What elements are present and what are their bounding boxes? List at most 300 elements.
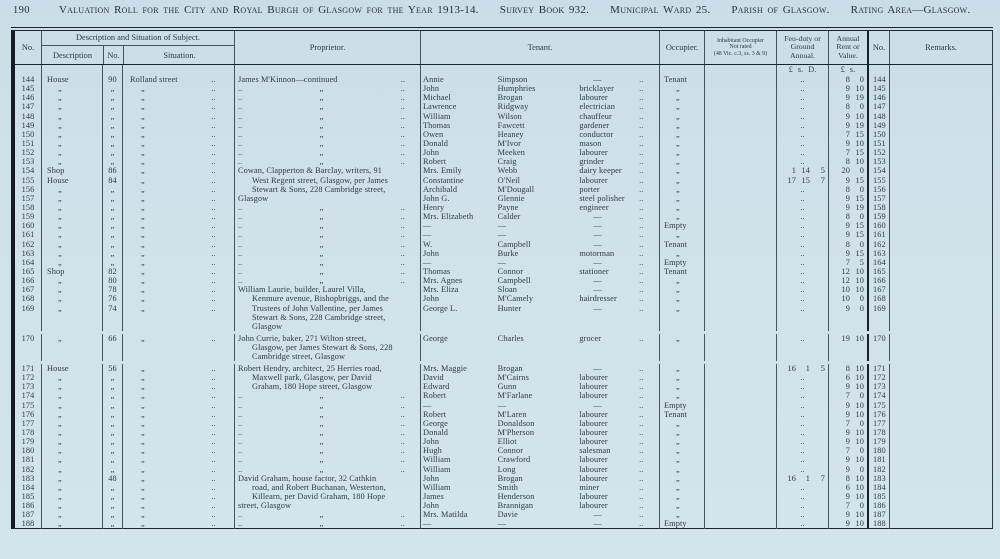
dot-leader: .. bbox=[639, 446, 644, 456]
tenant-forename: John bbox=[423, 248, 440, 258]
cell-row-number-right: 184 bbox=[867, 483, 889, 492]
dot-leader: .. bbox=[211, 138, 216, 148]
cell-occupier: „ bbox=[659, 203, 704, 212]
table-row bbox=[15, 501, 992, 510]
cell-situation bbox=[122, 410, 234, 419]
cell-description: „ bbox=[41, 285, 102, 294]
tenant-surname: Charles bbox=[497, 333, 524, 343]
tenant-surname bbox=[498, 352, 580, 361]
dot-leader: .. bbox=[238, 519, 243, 529]
dot-leader: .. bbox=[211, 409, 216, 419]
cell-row-number-right: 175 bbox=[867, 401, 889, 410]
cell-tenant bbox=[420, 364, 659, 373]
column-header-no-right: No. bbox=[867, 31, 889, 64]
cell-tenant bbox=[420, 428, 659, 437]
situation-text: „ bbox=[141, 400, 145, 410]
cell-tenant bbox=[420, 249, 659, 258]
cell-row-number bbox=[15, 313, 41, 322]
cell-rent bbox=[828, 382, 867, 391]
cell-inhabitant-occupier bbox=[704, 474, 776, 483]
tenant-occupation: grocer bbox=[579, 333, 602, 343]
cell-rent bbox=[828, 285, 867, 294]
cell-situation bbox=[122, 352, 234, 361]
cell-inhabitant-occupier bbox=[704, 285, 776, 294]
cell-situation bbox=[122, 102, 234, 111]
cell-tenant bbox=[420, 203, 659, 212]
dot-leader: .. bbox=[400, 102, 405, 112]
dot-leader: .. bbox=[800, 184, 805, 194]
cell-proprietor bbox=[234, 194, 420, 203]
proprietor-text: Maxwell park, Glasgow, per David bbox=[252, 373, 372, 383]
cell-rent bbox=[828, 352, 867, 361]
column-header-proprietor: Proprietor. bbox=[234, 31, 420, 64]
rent-pounds: 8 bbox=[845, 473, 850, 483]
cell-tenant bbox=[420, 84, 659, 93]
survey-book-label: Survey Book 932. bbox=[499, 4, 590, 16]
tenant-surname: — bbox=[497, 257, 507, 267]
cell-situation bbox=[122, 343, 234, 352]
ditto-mark: „ bbox=[319, 120, 324, 130]
dot-leader: .. bbox=[238, 111, 243, 121]
situation-text: „ bbox=[141, 446, 145, 456]
cell-tenant bbox=[420, 437, 659, 446]
dot-leader: .. bbox=[639, 184, 644, 194]
ditto-mark: „ bbox=[319, 446, 324, 456]
cell-row-number-right bbox=[867, 352, 889, 361]
dot-leader: .. bbox=[238, 510, 243, 520]
cell-row-number: 161 bbox=[21, 230, 35, 240]
cell-street-number: „ bbox=[102, 391, 122, 400]
cell-rent bbox=[828, 221, 867, 230]
tenant-occupation: labourer bbox=[579, 373, 608, 383]
dot-leader: .. bbox=[211, 519, 216, 529]
cell-street-number: „ bbox=[102, 428, 122, 437]
ditto-mark: „ bbox=[319, 409, 324, 419]
ditto-mark: „ bbox=[319, 455, 324, 465]
cell-feu-duty bbox=[776, 334, 828, 343]
proprietor-text: Killearn, per David Graham, 180 Hope bbox=[252, 491, 386, 501]
ditto-mark: „ bbox=[319, 464, 324, 474]
cell-street-number bbox=[102, 322, 122, 331]
tenant-occupation bbox=[579, 322, 636, 331]
rent-pounds: 9 bbox=[845, 491, 850, 501]
cell-tenant bbox=[420, 334, 659, 343]
rent-pounds: 6 bbox=[845, 373, 850, 383]
rent-pounds: 9 bbox=[845, 93, 850, 103]
dot-leader: .. bbox=[639, 276, 644, 286]
cell-situation bbox=[122, 258, 234, 267]
tenant-surname: M'Cairns bbox=[497, 373, 530, 383]
cell-rent bbox=[828, 465, 867, 474]
cell-feu-duty bbox=[776, 382, 828, 391]
cell-row-number-right: 154 bbox=[867, 166, 889, 175]
table-row bbox=[15, 519, 992, 528]
cell-feu-duty bbox=[776, 176, 828, 185]
cell-remarks bbox=[889, 166, 992, 175]
cell-row-number: 165 bbox=[21, 266, 35, 276]
table-row bbox=[15, 410, 992, 419]
ditto-mark: „ bbox=[319, 519, 324, 529]
tenant-occupation: — bbox=[593, 221, 602, 231]
cell-rent bbox=[828, 102, 867, 111]
proprietor-text: West Regent street, Glasgow, per James bbox=[252, 175, 388, 185]
tenant-forename: John bbox=[423, 473, 440, 483]
dot-leader: .. bbox=[238, 427, 243, 437]
tenant-forename: — bbox=[423, 230, 432, 240]
cell-situation bbox=[122, 267, 234, 276]
cell-rent bbox=[828, 428, 867, 437]
cell-row-number-right: 158 bbox=[867, 203, 889, 212]
cell-occupier: „ bbox=[659, 285, 704, 294]
cell-rent bbox=[828, 501, 867, 510]
cell-street-number: 80 bbox=[102, 276, 122, 285]
rent-pounds: 7 bbox=[845, 501, 850, 511]
tenant-occupation: labourer bbox=[579, 175, 608, 185]
cell-rent bbox=[828, 130, 867, 139]
rent-shillings: 0 bbox=[859, 294, 864, 304]
cell-street-number bbox=[102, 352, 122, 361]
cell-inhabitant-occupier bbox=[704, 230, 776, 239]
cell-feu-duty bbox=[776, 352, 828, 361]
situation-text: „ bbox=[141, 285, 145, 295]
column-header-description: Description bbox=[52, 50, 93, 60]
cell-description: „ bbox=[41, 240, 102, 249]
cell-inhabitant-occupier bbox=[704, 148, 776, 157]
rent-shillings: 0 bbox=[859, 184, 864, 194]
cell-situation bbox=[122, 194, 234, 203]
cell-row-number-right: 179 bbox=[867, 437, 889, 446]
dot-leader: .. bbox=[400, 157, 405, 167]
situation-text: „ bbox=[141, 111, 145, 121]
tenant-forename: Mrs. Emily bbox=[423, 166, 462, 176]
tenant-surname: Payne bbox=[497, 202, 519, 212]
dot-leader: .. bbox=[800, 84, 805, 94]
dot-leader: .. bbox=[238, 418, 243, 428]
dot-leader: .. bbox=[639, 455, 644, 465]
tenant-occupation: labourer bbox=[579, 382, 608, 392]
dot-leader: .. bbox=[639, 363, 644, 373]
tenant-surname: Ridgway bbox=[497, 102, 529, 112]
cell-street-number: „ bbox=[102, 410, 122, 419]
situation-text bbox=[123, 352, 211, 361]
cell-occupier: „ bbox=[659, 176, 704, 185]
situation-text: „ bbox=[141, 464, 145, 474]
cell-inhabitant-occupier bbox=[704, 276, 776, 285]
tenant-surname: Craig bbox=[497, 157, 517, 167]
cell-row-number: 147 bbox=[21, 102, 35, 112]
situation-text: „ bbox=[141, 382, 145, 392]
table-row bbox=[15, 176, 992, 185]
rent-pounds: 8 bbox=[845, 157, 850, 167]
proprietor-text: Glasgow, per James Stewart & Sons, 228 bbox=[252, 342, 393, 352]
dot-leader: .. bbox=[800, 464, 805, 474]
cell-tenant bbox=[420, 322, 659, 331]
cell-situation bbox=[122, 304, 234, 313]
cell-rent bbox=[828, 313, 867, 322]
dot-leader bbox=[211, 352, 234, 361]
dot-leader: .. bbox=[800, 239, 805, 249]
dot-leader: .. bbox=[800, 409, 805, 419]
dot-leader: .. bbox=[400, 510, 405, 520]
tenant-forename: Archibald bbox=[423, 184, 458, 194]
cell-situation bbox=[122, 483, 234, 492]
rent-shillings: 0 bbox=[859, 464, 864, 474]
tenant-occupation: labourer bbox=[579, 418, 608, 428]
cell-proprietor bbox=[234, 492, 420, 501]
dot-leader: .. bbox=[211, 391, 216, 401]
cell-feu-duty bbox=[776, 249, 828, 258]
cell-rent bbox=[828, 492, 867, 501]
table-row bbox=[15, 267, 992, 276]
dot-leader: .. bbox=[211, 84, 216, 94]
dot-leader: .. bbox=[211, 129, 216, 139]
tenant-forename: William bbox=[423, 482, 451, 492]
tenant-occupation: labourer bbox=[579, 464, 608, 474]
dot-leader: .. bbox=[238, 102, 243, 112]
table-row bbox=[15, 428, 992, 437]
dot-leader: .. bbox=[800, 510, 805, 520]
cell-description: „ bbox=[41, 510, 102, 519]
dot-leader: .. bbox=[400, 519, 405, 529]
cell-row-number-right: 177 bbox=[867, 419, 889, 428]
cell-proprietor bbox=[234, 258, 420, 267]
cell-row-number: 153 bbox=[21, 157, 35, 167]
cell-street-number: „ bbox=[102, 212, 122, 221]
dot-leader: .. bbox=[639, 120, 644, 130]
rent-pounds: 9 bbox=[845, 138, 850, 148]
situation-text: „ bbox=[141, 409, 145, 419]
cell-inhabitant-occupier bbox=[704, 75, 776, 84]
cell-proprietor bbox=[234, 249, 420, 258]
cell-occupier: „ bbox=[659, 483, 704, 492]
dot-leader: .. bbox=[639, 221, 644, 231]
tenant-surname: M'Farlane bbox=[497, 391, 533, 401]
cell-situation bbox=[122, 465, 234, 474]
tenant-surname: M'Camely bbox=[497, 294, 534, 304]
cell-occupier: Tenant bbox=[659, 75, 704, 84]
dot-leader: .. bbox=[800, 501, 805, 511]
cell-remarks bbox=[889, 75, 992, 84]
dot-leader: .. bbox=[800, 102, 805, 112]
parish-label: Parish of Glasgow. bbox=[731, 4, 830, 16]
table-row bbox=[15, 510, 992, 519]
cell-inhabitant-occupier bbox=[704, 334, 776, 343]
cell-description bbox=[41, 313, 102, 322]
dot-leader bbox=[211, 343, 234, 352]
ditto-mark: „ bbox=[319, 400, 324, 410]
tenant-occupation bbox=[579, 313, 636, 322]
rent-shillings: 10 bbox=[855, 491, 864, 501]
cell-description: „ bbox=[41, 446, 102, 455]
cell-row-number-right: 181 bbox=[867, 455, 889, 464]
tenant-occupation: — bbox=[593, 285, 602, 295]
tenant-surname: Hunter bbox=[497, 303, 522, 313]
cell-street-number bbox=[102, 65, 122, 75]
dot-leader: .. bbox=[639, 501, 644, 511]
dot-leader: .. bbox=[800, 333, 805, 343]
cell-tenant bbox=[420, 93, 659, 102]
dot-leader: .. bbox=[211, 303, 216, 313]
cell-feu-duty bbox=[776, 364, 828, 373]
rating-area-label: Rating Area—Glasgow. bbox=[850, 4, 971, 16]
ditto-mark: „ bbox=[319, 157, 324, 167]
cell-situation bbox=[122, 501, 234, 510]
dot-leader: .. bbox=[800, 391, 805, 401]
dot-leader: .. bbox=[238, 437, 243, 447]
dot-leader: .. bbox=[400, 464, 405, 474]
cell-tenant bbox=[420, 267, 659, 276]
cell-situation bbox=[122, 492, 234, 501]
cell-tenant bbox=[420, 304, 659, 313]
cell-inhabitant-occupier bbox=[704, 352, 776, 361]
dot-leader: .. bbox=[400, 437, 405, 447]
cell-inhabitant-occupier bbox=[704, 313, 776, 322]
cell-inhabitant-occupier bbox=[704, 501, 776, 510]
cell-proprietor bbox=[234, 121, 420, 130]
dot-leader: .. bbox=[238, 93, 243, 103]
cell-row-number: 149 bbox=[21, 120, 35, 130]
column-group-subheaders bbox=[42, 46, 234, 64]
situation-text: „ bbox=[141, 184, 145, 194]
cell-occupier: „ bbox=[659, 185, 704, 194]
cell-inhabitant-occupier bbox=[704, 510, 776, 519]
cell-occupier: „ bbox=[659, 276, 704, 285]
ditto-mark: „ bbox=[319, 111, 324, 121]
rent-shillings: 0 bbox=[859, 102, 864, 112]
cell-situation bbox=[122, 455, 234, 464]
dot-leader: .. bbox=[639, 148, 644, 158]
dot-leader: .. bbox=[400, 266, 405, 276]
cell-occupier bbox=[659, 343, 704, 352]
column-header-inhabitant-occupier bbox=[704, 31, 776, 64]
cell-remarks bbox=[889, 519, 992, 528]
tenant-surname bbox=[498, 322, 580, 331]
situation-text: „ bbox=[141, 212, 145, 222]
cell-tenant bbox=[420, 121, 659, 130]
cell-proprietor bbox=[234, 212, 420, 221]
dot-leader: .. bbox=[800, 285, 805, 295]
cell-inhabitant-occupier bbox=[704, 249, 776, 258]
tenant-occupation: labourer bbox=[579, 437, 608, 447]
cell-proprietor bbox=[234, 102, 420, 111]
cell-row-number bbox=[15, 343, 41, 352]
dot-leader: .. bbox=[211, 221, 216, 231]
dot-leader: .. bbox=[639, 373, 644, 383]
cell-remarks bbox=[889, 176, 992, 185]
dot-leader: .. bbox=[211, 446, 216, 456]
tenant-occupation bbox=[579, 352, 636, 361]
dot-leader: .. bbox=[211, 166, 216, 176]
dot-leader: .. bbox=[238, 248, 243, 258]
cell-row-number: 171 bbox=[21, 363, 35, 373]
tenant-surname: Connor bbox=[497, 266, 524, 276]
dot-leader: .. bbox=[800, 303, 805, 313]
dot-leader: .. bbox=[400, 455, 405, 465]
cell-remarks bbox=[889, 285, 992, 294]
cell-remarks bbox=[889, 419, 992, 428]
table-header bbox=[15, 31, 992, 65]
cell-street-number: 74 bbox=[102, 304, 122, 313]
cell-situation bbox=[122, 230, 234, 239]
cell-row-number bbox=[15, 65, 41, 75]
dot-leader: .. bbox=[800, 75, 805, 84]
cell-remarks bbox=[889, 391, 992, 400]
tenant-surname: Glennie bbox=[497, 193, 525, 203]
tenant-forename bbox=[421, 65, 498, 75]
dot-leader: .. bbox=[211, 510, 216, 520]
cell-proprietor bbox=[234, 313, 420, 322]
rent-shillings: 10 bbox=[855, 427, 864, 437]
cell-tenant bbox=[420, 285, 659, 294]
cell-remarks bbox=[889, 157, 992, 166]
cell-inhabitant-occupier bbox=[704, 294, 776, 303]
tenant-occupation: gardener bbox=[579, 120, 610, 130]
cell-description: „ bbox=[41, 148, 102, 157]
table-row bbox=[15, 203, 992, 212]
cell-occupier bbox=[659, 322, 704, 331]
cell-situation bbox=[122, 322, 234, 331]
proprietor-text: Graham, 180 Hope street, Glasgow bbox=[252, 382, 373, 392]
dot-leader: .. bbox=[211, 93, 216, 103]
cell-occupier: „ bbox=[659, 364, 704, 373]
cell-row-number-right: 185 bbox=[867, 492, 889, 501]
cell-feu-duty bbox=[776, 194, 828, 203]
cell-rent bbox=[828, 410, 867, 419]
tenant-forename: Robert bbox=[423, 391, 447, 401]
tenant-forename bbox=[421, 322, 498, 331]
cell-street-number: 48 bbox=[102, 474, 122, 483]
tenant-occupation: — bbox=[593, 239, 602, 249]
cell-street-number: „ bbox=[102, 121, 122, 130]
cell-remarks bbox=[889, 258, 992, 267]
cell-feu-duty bbox=[776, 212, 828, 221]
table-row bbox=[15, 148, 992, 157]
tenant-surname: Heaney bbox=[497, 129, 524, 139]
cell-situation bbox=[122, 148, 234, 157]
rent-pounds: 12 bbox=[841, 266, 850, 276]
cell-remarks bbox=[889, 294, 992, 303]
cell-inhabitant-occupier bbox=[704, 304, 776, 313]
cell-feu-duty bbox=[776, 258, 828, 267]
table-row bbox=[15, 276, 992, 285]
cell-tenant bbox=[420, 410, 659, 419]
cell-street-number: „ bbox=[102, 446, 122, 455]
table-row bbox=[15, 139, 992, 148]
tenant-forename: Henry bbox=[423, 202, 445, 212]
rent-pounds: 9 bbox=[845, 519, 850, 529]
cell-description: „ bbox=[41, 221, 102, 230]
cell-tenant bbox=[420, 221, 659, 230]
situation-text: „ bbox=[141, 202, 145, 212]
cell-remarks bbox=[889, 352, 992, 361]
cell-occupier: „ bbox=[659, 419, 704, 428]
cell-occupier bbox=[659, 65, 704, 75]
cell-proprietor bbox=[234, 157, 420, 166]
dot-leader: .. bbox=[800, 138, 805, 148]
municipal-ward-label: Municipal Ward 25. bbox=[610, 4, 711, 16]
cell-description: „ bbox=[41, 157, 102, 166]
dot-leader: .. bbox=[211, 491, 216, 501]
dot-leader: .. bbox=[238, 212, 243, 222]
cell-occupier: „ bbox=[659, 373, 704, 382]
cell-row-number: 150 bbox=[21, 129, 35, 139]
tenant-occupation: — bbox=[593, 363, 602, 373]
cell-feu-duty bbox=[776, 510, 828, 519]
cell-tenant bbox=[420, 65, 659, 75]
cell-description: „ bbox=[41, 391, 102, 400]
cell-feu-duty bbox=[776, 401, 828, 410]
cell-remarks bbox=[889, 501, 992, 510]
